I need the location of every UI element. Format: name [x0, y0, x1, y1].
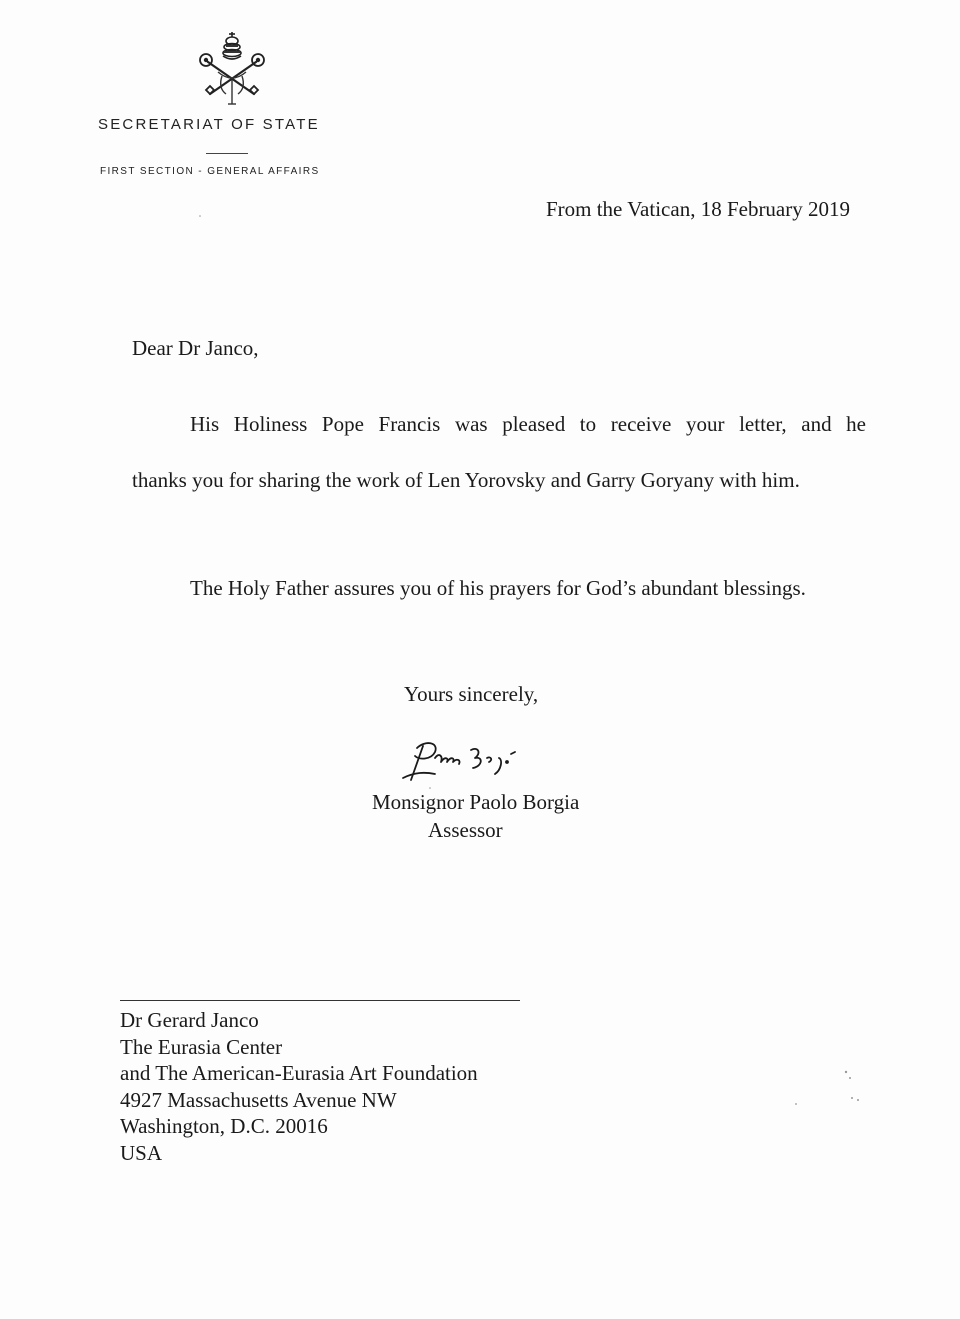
closing: Yours sincerely,	[404, 682, 539, 706]
signer-name: Monsignor Paolo Borgia	[372, 790, 580, 814]
paragraph-2: The Holy Father assures you of his prayers for God’s abundant blessings.	[190, 576, 806, 600]
office-section: FIRST SECTION - GENERAL AFFAIRS	[100, 166, 320, 177]
paragraph-1-line-1: His Holiness Pope Francis was pleased to receive your letter, and he	[190, 412, 866, 436]
recipient-organization-2: and The American-Eurasia Art Foundation	[120, 1061, 478, 1085]
recipient-street: 4927 Massachusetts Avenue NW	[120, 1088, 397, 1112]
recipient-country: USA	[120, 1141, 163, 1165]
paragraph-1-line-2: thanks you for sharing the work of Len Yorovsky and Garry Goryany with him.	[132, 468, 800, 492]
signer-title: Assessor	[428, 818, 503, 842]
office-title: SECRETARIAT OF STATE	[98, 116, 320, 133]
recipient-name: Dr Gerard Janco	[120, 1008, 259, 1032]
recipient-organization: The Eurasia Center	[120, 1035, 283, 1059]
handwritten-signature	[395, 734, 535, 790]
date-line: From the Vatican, 18 February 2019	[545, 197, 850, 221]
address-divider	[120, 1000, 520, 1001]
papal-crest-icon	[192, 28, 272, 108]
salutation: Dear Dr Janco,	[132, 336, 259, 360]
letterhead-divider	[206, 153, 248, 154]
recipient-city: Washington, D.C. 20016	[120, 1114, 328, 1138]
